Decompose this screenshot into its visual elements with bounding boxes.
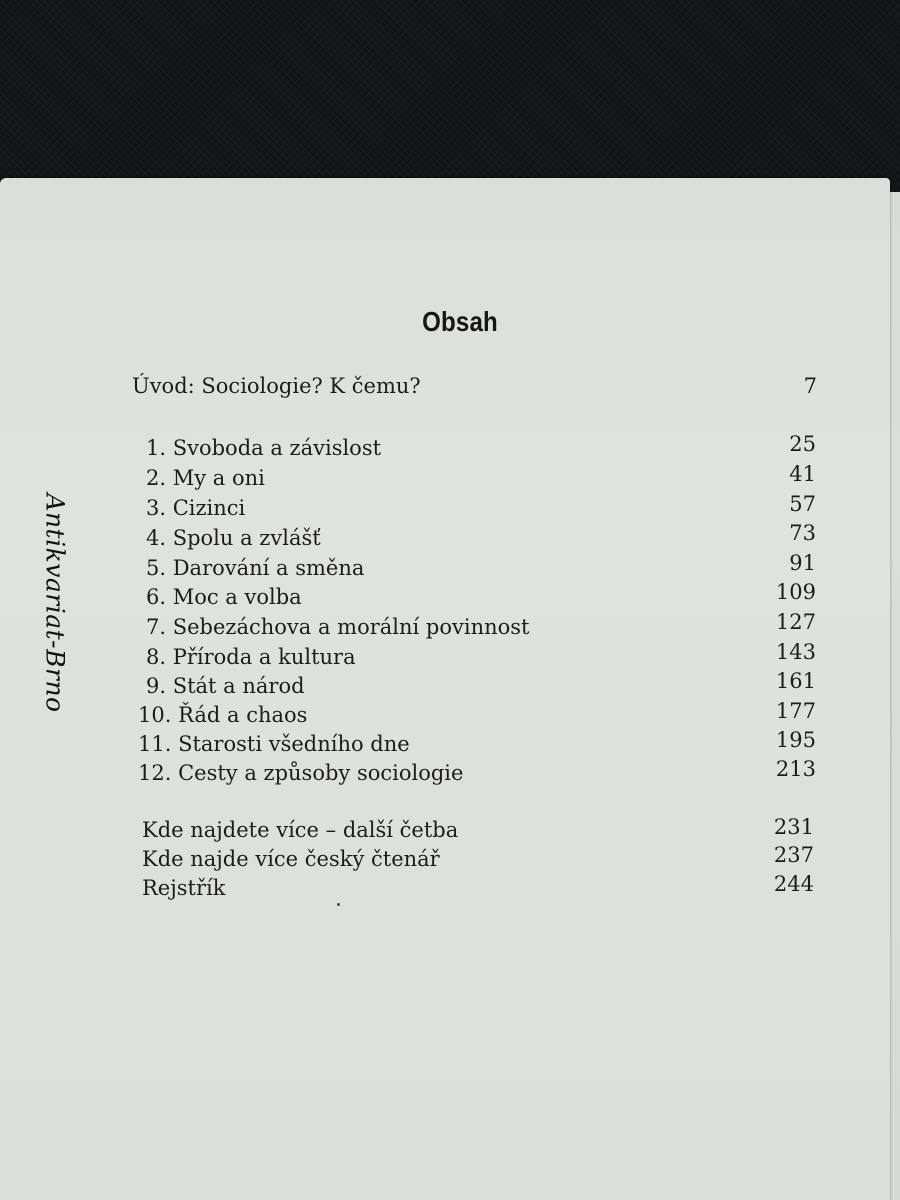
toc-appendix-title: Rejstřík (142, 876, 226, 900)
toc-intro-title: Úvod: Sociologie? K čemu? (132, 374, 421, 398)
toc-chapter-title: 6. Moc a volba (146, 585, 302, 609)
toc-chapter-page: 195 (775, 728, 816, 752)
toc-appendix-page: 244 (773, 872, 814, 896)
toc-chapter-page: 57 (789, 492, 816, 516)
book-cover-edge (0, 0, 900, 192)
toc-chapter-page: 73 (789, 521, 816, 545)
toc-chapter-page: 91 (789, 551, 816, 575)
toc-chapter-title: 8. Příroda a kultura (146, 645, 356, 669)
toc-chapter-title: 7. Sebezáchova a morální povinnost (146, 615, 530, 639)
toc-chapter-title: 5. Darování a směna (146, 556, 365, 580)
toc-appendix-page: 237 (773, 843, 814, 867)
dust-speck (337, 903, 340, 906)
toc-chapter-title: 1. Svoboda a závislost (146, 436, 382, 460)
toc-chapter-page: 213 (775, 757, 816, 781)
toc-chapter-title: 3. Cizinci (146, 496, 246, 520)
toc-heading: Obsah (422, 306, 498, 337)
toc-chapter-title: 4. Spolu a zvlášť (146, 526, 321, 550)
toc-chapter-page: 41 (789, 462, 816, 486)
toc-chapter-page: 109 (775, 580, 816, 604)
toc-appendix-title: Kde najdete více – další četba (142, 818, 459, 842)
toc-chapter-title: 11. Starosti všedního dne (138, 732, 410, 756)
toc-chapter-title: 2. My a oni (146, 466, 265, 490)
seller-watermark (40, 448, 70, 758)
toc-chapter-page: 161 (775, 669, 816, 693)
watermark-text: Antikvariat-Brno (40, 493, 70, 713)
toc-appendix-page: 231 (773, 815, 814, 839)
toc-chapter-page: 127 (775, 610, 816, 634)
toc-chapter-page: 143 (775, 640, 816, 664)
toc-chapter-page: 25 (789, 432, 816, 456)
toc-intro-page: 7 (803, 374, 817, 398)
toc-chapter-page: 177 (775, 699, 816, 723)
toc-chapter-title: 12. Cesty a způsoby sociologie (138, 761, 464, 785)
toc-chapter-title: 10. Řád a chaos (138, 703, 308, 727)
toc-appendix-title: Kde najde více český čtenář (142, 847, 440, 871)
toc-chapter-title: 9. Stát a národ (146, 674, 305, 698)
